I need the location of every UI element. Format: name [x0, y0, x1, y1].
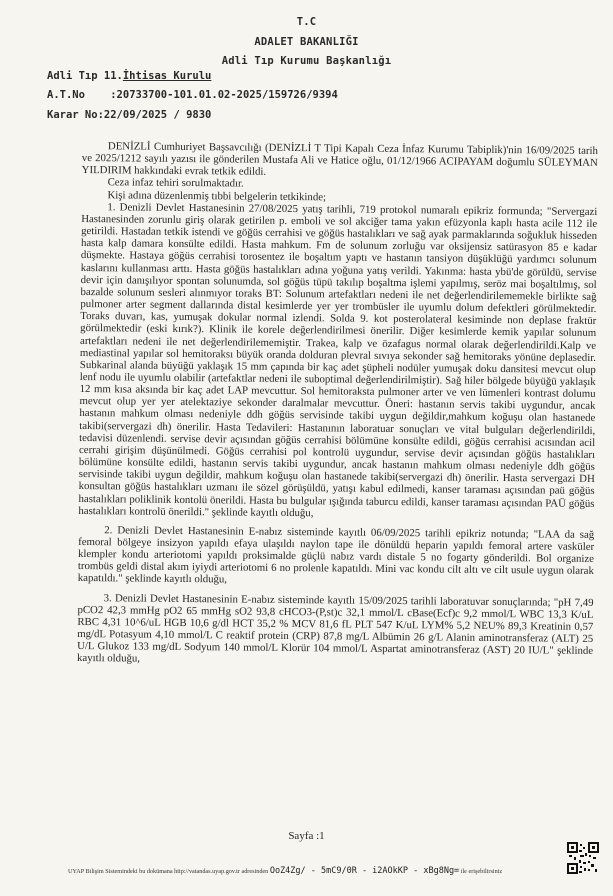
uyap-footer-suffix: ile erişebilirsiniz [460, 868, 503, 875]
kisi-line: Kişi adına düzenlenmiş tıbbi belgelerin tetkikinde; [107, 188, 327, 203]
meta-unit [47, 70, 211, 82]
meta-unit-label: Adli Tıp 11. [47, 70, 123, 82]
header-institution: Adli Tıp Kurumu Başkanlığı [221, 55, 392, 67]
header-tc: T.C [296, 16, 317, 28]
meta-karar-value: 22/09/2025 / 9830 [103, 109, 212, 121]
qr-code-icon [567, 842, 599, 874]
record-paragraph-3: 3. Denizli Devlet Hastanesinin E-nabız sisteminde kayıtlı 15/09/2025 tarihli laboratuvar sonuçlarında; "pH 7,49 pCO2 42,3 mmHg pO2 65 mmHg sO2 93,8 cHCO3-(P,st)c 32,1 mmol/L cBase(Ecf)c 9,2 mmol/L WBC 13,3 K/uL RBC 4,31 10^6/uL HGB 10,6 g/dl HCT 35,2 % MCV 81,6 fL PLT 547 K/uL LYM% 5,2 NEU% 89,3 Kreatinin 0,57 mg/dL Potasyum 4,10 mmol/L C reaktif protein (CRP) 87,8 mg/L Albümin 26 g/L Alanin aminotransferaz (ALT) 25 U/L Glukoz 133 mg/dL Sodyum 140 mmol/L Klorür 104 mmol/L Aspartat aminotransferaz (AST) 20 IU/L" şeklinde kayıtlı olduğu, [76, 591, 594, 665]
page-number: Sayfa :1 [288, 830, 325, 842]
uyap-footer [68, 866, 502, 876]
meta-atno-label: A.T.No [47, 89, 85, 101]
intro-paragraph: DENİZLİ Cumhuriyet Başsavcılığı (DENİZLİ T Tipi Kapalı Ceza İnfaz Kurumu Tabiplik)'nin 16/09/2025 tarih ve 2025/1212 sayılı yazısı ile gönderilen Mustafa Ali ve Hatice oğlu, 01/12/1966 ACIPAYAM doğumlu SÜLEYMAN YILDIRIM hakkındaki evrak tetkik edildi. [81, 140, 598, 179]
uyap-verification-code: OoZ4Zg/ - 5mC9/0R - i2AOkKP - xBg8Ng= [269, 866, 460, 876]
meta-atno [47, 89, 338, 101]
document-body [77, 140, 598, 669]
header-ministry: ADALET BAKANLIĞI [254, 36, 359, 48]
meta-unit-name: İhtisas Kurulu [122, 70, 212, 82]
record-paragraph-1: 1. Denizli Devlet Hastanesinin 27/08/2025 yatış tarihli, 719 protokol numaralı epikriz formunda; "Servergazi Hastanesinden zorunlu giriş olarak getirilen p. emboli ve sol akciğer tama yakın efüzyonla kaplı hasta acile 112 ile getirildi. Hastadan tetkik istendi ve göğüs cerrahisi ve göğüs hastalıkları ve sağ ayak parmaklarında soğukluk hisseden hasta kalp damara konsülte edildi. Hasta mahkum. Fm de solunum zorluğu var oksijensiz satürasyon 85 e kadar düşmekte. Hastaya göğüs cerrahisi torosentez ile boşaltım yaptı ve hastanın tansiyon düşüklüğü yardımcı solunum kaslarını kullanması arttı. Hasta göğüs hastalıkları adına yoğuna yatış verildi. Yakınma: hasta ybü'de görüldü, servise devir için danışılıyor spontan solunumda, sol göğüs tüpü takılıp boşaltma işlemi yapılmış, seröz mai boşaltılmış, sol bazalde solunum sesleri alınmıyor toraks BT: Solunum artefaktları nedeni ile net değerlendirilememekle birlikte sağ pulmoner arter segment dallarında distal kesimlerde yer yer trombüsler ile uyumlu dolum defektleri görülmektedir. Toraks duvarı, kas, yumuşak dokular normal izlendi. Solda 9. kot posterolateral kesiminde non deplase fraktür görülmektedir (eski kırık?). Klinik ile korele değerlendirilmesi önerilir. Diğer kesimlerde kemik yapılar solunum artefaktları nedeni ile net değerlendirilememiştir. Trakea, kalp ve özafagus normal olarak değerlendirildi.Kalp ve mediastinal yapılar sol hemitoraksı büyük oranda dolduran plevral sıvıya sekonder sağ hemitoraks yönüne deplasedir. Subkarinal alanda büyüğü yaklaşık 15 mm çapında bir kaç adet şüpheli nodüler yumuşak doku dansitesi mevcut olup lenf nodu ile uyumlu olabilir (artefaktlar nedeni ile suboptimal değerlendirilmiştir). Sağ hiler bölgede büyüğü yaklaşık 12 mm kısa aksında bir kaç adet LAP mevcuttur. Sol hemitoraksta pulmoner arter ve ven lümenleri kontrast dolumu mevcut olup yer yer atelektaziye sekonder daralmalar mevcuttur. Öneri: hastanın servis takibi uygundur, ancak hastanın mahkum olması nedeniyle ddh göğüs servisinde takibi uygun değildir,mahkum koğuşu olan hastanede takibi(servergazi dh) önerilir. Hasta Tedavileri: Hastanının laboratuar sonuçları ve vital bulguları değerlendirildi, tedavisi düzenlendi. servise devir açısından göğüs cerrahisi bölümüne konsülte edildi, göğüs cerrahisi acısından acil cerrahi girişim düşünülmedi. Göğüs cerrahisi pol kontrolü uygundur, servise devir açısından göğüs hastalıkları bölümüne konsülte edildi, hastanın servis takibi uygundur, ancak hastanın mahkum olması nedeniyle ddh göğüs servisinde takibi uygun değildir, mahkum koğuşu olan hastanede takibi(servergazi dh) önerilir. Hasta servergazi DH konsultan göğüs hastalıkları uzmanı ile sözel görüşüldü, yatışı kabul edilmedi, kanser taraması açısından paü göğüs hastalıkları poliklinik kontolü önerildi. Hasta bu bulgular ışığında taburcu edildi, kanser taraması açısından PAÜ göğüs hastalıkları kontrolü önerildi." şeklinde kayıtlı olduğu, [78, 201, 598, 519]
ceza-line: Ceza infaz tehiri sorulmaktadır. [107, 176, 244, 191]
meta-karar [47, 109, 211, 121]
uyap-footer-text: UYAP Bilişim Sistemindeki bu dokümana http://vatandas.uyap.gov.tr adresinden [68, 868, 269, 875]
meta-karar-label: Karar No: [47, 109, 104, 121]
record-paragraph-2: 2. Denizli Devlet Hastanesinin E-nabız sisteminde kayıtlı 06/09/2025 tarihli epikriz notunda; "LAA da sağ femoral bölgeye insizyon yapıldı efaya ulaşıldı naylon tape ile dönüldü heparin yapıldı femoral artere vasküler klempler kondu arteriotomi yapıldı proksimalde güçlü nabız vardı distale 5 no fogarty gönderildi. Bol organize trombüs geldi distal akım iyiydi arteriotomi 6 no prolenle kapatıldı. Mini vac kondu cilt altı ve cilt usule uygun olarak kapatıldı." şeklinde kayıtlı olduğu, [77, 524, 595, 586]
meta-atno-value: :20733700-101.01.02-2025/159726/9394 [110, 89, 338, 101]
